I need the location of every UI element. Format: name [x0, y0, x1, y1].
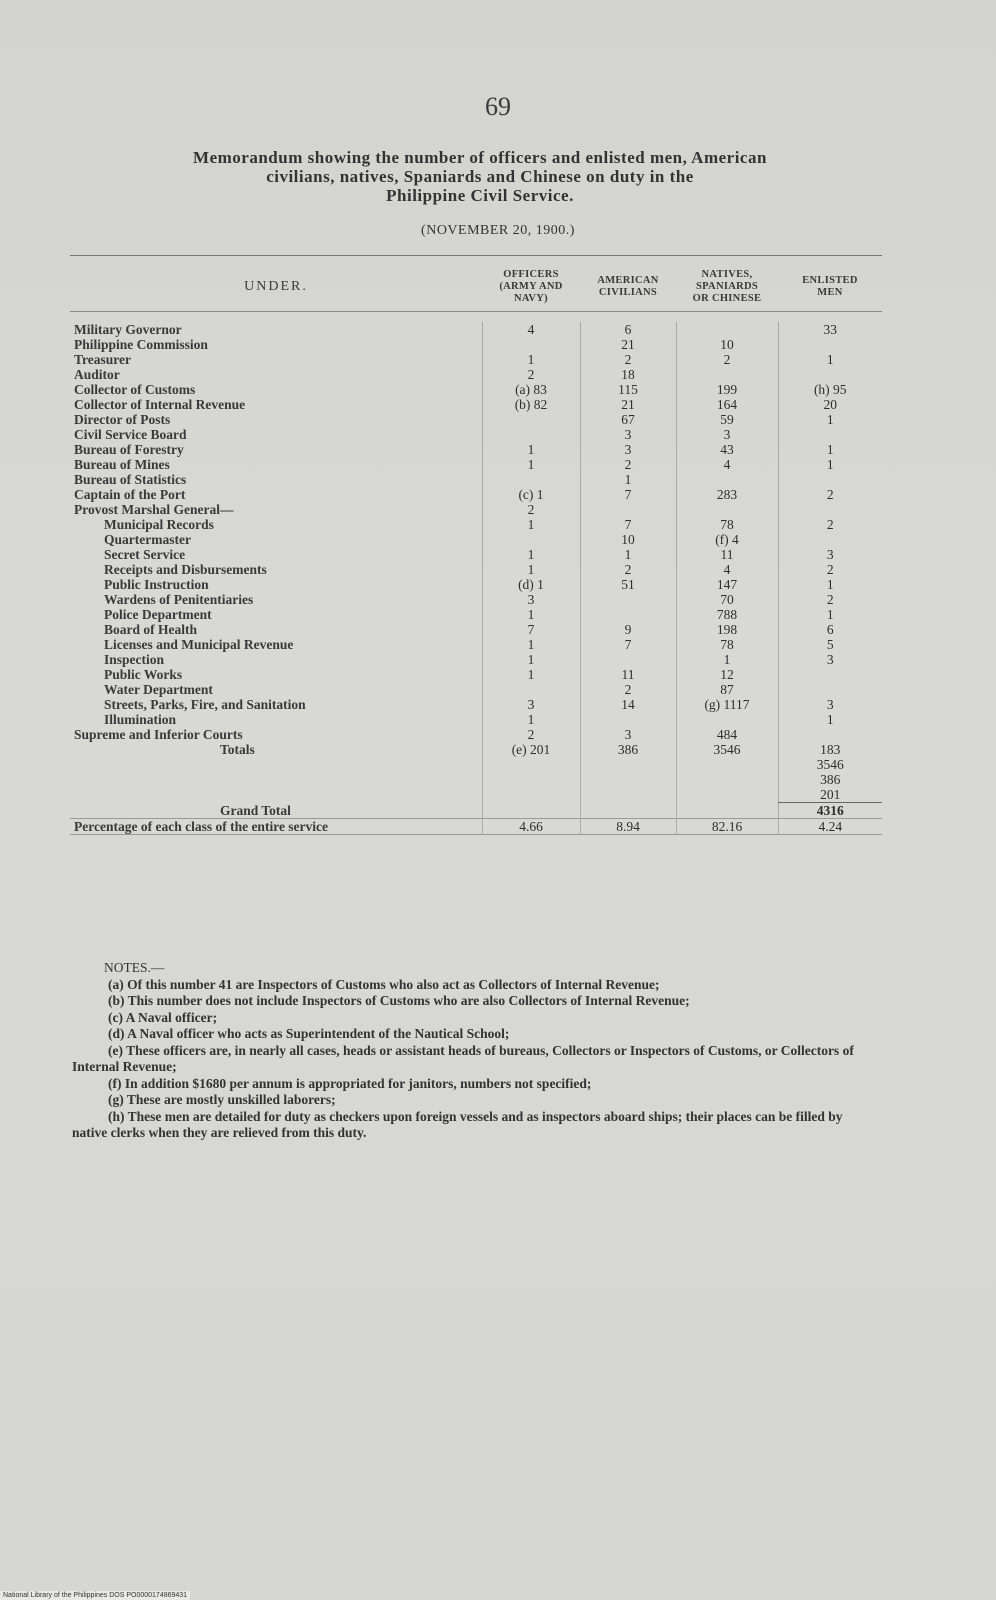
natives-cell: 1 — [676, 652, 778, 667]
officers-cell: (c) 1 — [482, 487, 580, 502]
table-row — [70, 622, 882, 637]
row-label: Auditor — [74, 367, 120, 382]
table-row — [70, 397, 882, 412]
table-row — [70, 532, 882, 547]
grand-total-label: Grand Total — [220, 802, 291, 818]
table-row — [70, 322, 882, 337]
natives-cell: 2 — [676, 352, 778, 367]
row-label: Collector of Internal Revenue — [74, 397, 246, 412]
officers-cell: 1 — [482, 547, 580, 562]
american-cell: 2 — [580, 682, 676, 697]
enlisted-cell: 1 — [778, 442, 882, 457]
officers-cell — [482, 682, 580, 697]
percentage-label: Percentage of each class of the entire service — [74, 819, 329, 834]
table-row — [70, 547, 882, 562]
american-cell: 18 — [580, 367, 676, 382]
row-label: Civil Service Board — [74, 427, 187, 442]
officers-cell: 2 — [482, 502, 580, 517]
grand-total-value: 4316 — [778, 803, 882, 819]
table-row — [70, 727, 882, 742]
note-item: (e) These officers are, in nearly all cases, heads or assistant heads of bureaus, Collectors or Inspectors of Customs, or Collectors of Internal Revenue; — [72, 1042, 854, 1074]
table-row — [70, 352, 882, 367]
row-label: Bureau of Mines — [74, 457, 170, 472]
row-label: Police Department — [104, 607, 212, 622]
officers-cell: 1 — [482, 667, 580, 682]
enlisted-cell: 20 — [778, 397, 882, 412]
table-row — [70, 577, 882, 592]
row-label: Secret Service — [104, 547, 186, 562]
table-row — [70, 652, 882, 667]
officers-cell: 2 — [482, 727, 580, 742]
row-label: Inspection — [104, 652, 165, 667]
table-row — [70, 517, 882, 532]
totals-stack-row — [70, 772, 882, 787]
enlisted-cell: 5 — [778, 637, 882, 652]
row-label: Bureau of Forestry — [74, 442, 184, 457]
row-label: Director of Posts — [74, 412, 171, 427]
header-enlisted — [778, 265, 882, 312]
percentage-enlisted: 4.24 — [778, 819, 882, 835]
officers-cell: 1 — [482, 637, 580, 652]
header-natives — [676, 265, 778, 312]
title-line: civilians, natives, Spaniards and Chinese on duty in the — [266, 167, 694, 186]
american-cell: 2 — [580, 457, 676, 472]
natives-cell: 70 — [676, 592, 778, 607]
american-cell: 115 — [580, 382, 676, 397]
american-cell: 11 — [580, 667, 676, 682]
officers-cell — [482, 412, 580, 427]
natives-cell: (g) 1117 — [676, 697, 778, 712]
enlisted-cell: 3 — [778, 697, 882, 712]
american-cell: 1 — [580, 547, 676, 562]
enlisted-cell: 1 — [778, 457, 882, 472]
row-label: Quartermaster — [104, 532, 191, 547]
officers-cell: 1 — [482, 607, 580, 622]
table-summary — [70, 742, 882, 835]
natives-cell: 10 — [676, 337, 778, 352]
notes-heading: NOTES.— — [104, 960, 165, 975]
note-item: (h) These men are detailed for duty as checkers upon foreign vessels and as inspectors aboard ships; their places can be filled by native clerks when they are relieved from this duty. — [72, 1108, 843, 1140]
row-label: Bureau of Statistics — [74, 472, 187, 487]
enlisted-cell — [778, 682, 882, 697]
header-text: NAVY) — [514, 293, 548, 304]
natives-cell: 484 — [676, 727, 778, 742]
american-cell: 67 — [580, 412, 676, 427]
enlisted-cell: 6 — [778, 622, 882, 637]
enlisted-cell: 2 — [778, 487, 882, 502]
table-row — [70, 487, 882, 502]
row-label: Collector of Customs — [74, 382, 196, 397]
notes-section — [72, 960, 862, 1142]
table-row — [70, 382, 882, 397]
natives-cell: 3 — [676, 427, 778, 442]
archive-footer: National Library of the Philippines DOS PO0000174869431 — [0, 1591, 190, 1600]
enlisted-cell: 3 — [778, 547, 882, 562]
page-number: 69 — [485, 92, 511, 121]
officers-cell: 4 — [482, 322, 580, 337]
totals-stack-row — [70, 757, 882, 772]
header-text: OFFICERS — [503, 269, 559, 280]
header-text: CIVILIANS — [598, 287, 658, 298]
personnel-table — [70, 265, 882, 835]
officers-cell: 3 — [482, 697, 580, 712]
enlisted-cell: 33 — [778, 322, 882, 337]
document-date: (NOVEMBER 20, 1900.) — [421, 223, 575, 238]
note-item: (b) This number does not include Inspectors of Customs who are also Collectors of Internal Revenue; — [108, 993, 690, 1008]
officers-cell: 1 — [482, 712, 580, 727]
header-text: AMERICAN — [597, 275, 659, 286]
american-cell: 3 — [580, 427, 676, 442]
american-cell: 3 — [580, 727, 676, 742]
natives-cell: 4 — [676, 562, 778, 577]
natives-cell: 147 — [676, 577, 778, 592]
grand-total-row — [70, 803, 882, 819]
row-label: Public Works — [104, 667, 183, 682]
enlisted-cell — [778, 502, 882, 517]
american-cell — [580, 652, 676, 667]
row-label: Illumination — [104, 712, 177, 727]
row-label: Provost Marshal General— — [74, 502, 234, 517]
natives-cell — [676, 712, 778, 727]
natives-cell: 198 — [676, 622, 778, 637]
natives-cell: 87 — [676, 682, 778, 697]
enlisted-cell — [778, 337, 882, 352]
enlisted-cell: 3 — [778, 652, 882, 667]
row-label: Philippine Commission — [74, 337, 208, 352]
note-item: (f) In addition $1680 per annum is appropriated for janitors, numbers not specified; — [108, 1075, 592, 1091]
enlisted-cell: 1 — [778, 712, 882, 727]
percentage-row — [70, 819, 882, 835]
row-label: Treasurer — [74, 352, 131, 367]
officers-cell: 1 — [482, 517, 580, 532]
header-text: MEN — [817, 287, 843, 298]
row-label: Wardens of Penitentiaries — [104, 592, 254, 607]
american-cell — [580, 712, 676, 727]
american-cell: 14 — [580, 697, 676, 712]
enlisted-cell: 1 — [778, 352, 882, 367]
header-text: NATIVES, — [701, 269, 753, 280]
american-cell: 3 — [580, 442, 676, 457]
natives-cell: 59 — [676, 412, 778, 427]
title-line: Philippine Civil Service. — [386, 186, 574, 205]
totals-officers: (e) 201 — [482, 742, 580, 757]
officers-cell — [482, 427, 580, 442]
officers-cell: 1 — [482, 352, 580, 367]
header-text: SPANIARDS — [695, 281, 758, 292]
table-row — [70, 427, 882, 442]
natives-cell — [676, 322, 778, 337]
officers-cell — [482, 532, 580, 547]
header-american — [580, 265, 676, 312]
table-row — [70, 472, 882, 487]
note-item: (g) These are mostly unskilled laborers; — [108, 1092, 336, 1107]
table-row — [70, 712, 882, 727]
officers-cell: 2 — [482, 367, 580, 382]
natives-cell: 788 — [676, 607, 778, 622]
header-text: (ARMY AND — [499, 281, 563, 292]
enlisted-cell — [778, 667, 882, 682]
american-cell: 51 — [580, 577, 676, 592]
percentage-american: 8.94 — [580, 819, 676, 835]
row-label: Municipal Records — [104, 517, 214, 532]
table-row — [70, 562, 882, 577]
note-item: (a) Of this number 41 are Inspectors of Customs who also act as Collectors of Internal Revenue; — [108, 976, 660, 992]
note-item: (d) A Naval officer who acts as Superintendent of the Nautical School; — [108, 1026, 510, 1041]
american-cell: 2 — [580, 562, 676, 577]
officers-cell: 3 — [482, 592, 580, 607]
table-row — [70, 442, 882, 457]
natives-cell: 11 — [676, 547, 778, 562]
american-cell: 7 — [580, 487, 676, 502]
natives-cell — [676, 367, 778, 382]
enlisted-cell: 1 — [778, 412, 882, 427]
totals-stack-value: 386 — [778, 772, 882, 787]
enlisted-cell — [778, 472, 882, 487]
totals-american: 386 — [580, 742, 676, 757]
officers-cell: (a) 83 — [482, 382, 580, 397]
row-label: Streets, Parks, Fire, and Sanitation — [104, 697, 306, 712]
percentage-natives: 82.16 — [676, 819, 778, 835]
table-row — [70, 697, 882, 712]
officers-cell: 1 — [482, 562, 580, 577]
enlisted-cell: (h) 95 — [778, 382, 882, 397]
natives-cell: 199 — [676, 382, 778, 397]
enlisted-cell — [778, 532, 882, 547]
header-text: ENLISTED — [802, 275, 858, 286]
enlisted-cell — [778, 727, 882, 742]
enlisted-cell — [778, 427, 882, 442]
natives-cell — [676, 472, 778, 487]
natives-cell — [676, 502, 778, 517]
enlisted-cell: 1 — [778, 607, 882, 622]
table-row — [70, 607, 882, 622]
table-header-row — [70, 265, 882, 312]
natives-cell: 78 — [676, 517, 778, 532]
officers-cell — [482, 337, 580, 352]
totals-natives: 3546 — [676, 742, 778, 757]
natives-cell: 164 — [676, 397, 778, 412]
american-cell — [580, 502, 676, 517]
american-cell: 6 — [580, 322, 676, 337]
row-label: Board of Health — [104, 622, 197, 637]
table-row — [70, 502, 882, 517]
officers-cell: (b) 82 — [482, 397, 580, 412]
natives-cell: 78 — [676, 637, 778, 652]
totals-enlisted: 183 — [778, 742, 882, 757]
note-item: (c) A Naval officer; — [108, 1009, 218, 1025]
american-cell: 10 — [580, 532, 676, 547]
totals-stack-value: 3546 — [778, 757, 882, 772]
american-cell: 1 — [580, 472, 676, 487]
natives-cell: 43 — [676, 442, 778, 457]
title-line: Memorandum showing the number of officers and enlisted men, American — [193, 148, 767, 167]
natives-cell: 283 — [676, 487, 778, 502]
header-text: OR CHINESE — [692, 293, 762, 304]
enlisted-cell: 1 — [778, 577, 882, 592]
american-cell: 7 — [580, 517, 676, 532]
header-under: UNDER. — [70, 265, 482, 312]
officers-cell: 1 — [482, 457, 580, 472]
american-cell: 21 — [580, 337, 676, 352]
totals-label: Totals — [220, 742, 255, 757]
natives-cell: (f) 4 — [676, 532, 778, 547]
totals-stack-row — [70, 787, 882, 803]
header-officers — [482, 265, 580, 312]
table-row — [70, 592, 882, 607]
officers-cell: 1 — [482, 652, 580, 667]
american-cell: 9 — [580, 622, 676, 637]
table-body — [70, 322, 882, 742]
totals-stack-value: 201 — [778, 787, 882, 803]
natives-cell: 4 — [676, 457, 778, 472]
row-label: Public Instruction — [104, 577, 209, 592]
row-label: Captain of the Port — [74, 487, 186, 502]
table-row — [70, 667, 882, 682]
enlisted-cell — [778, 367, 882, 382]
american-cell: 2 — [580, 352, 676, 367]
american-cell: 7 — [580, 637, 676, 652]
officers-cell: (d) 1 — [482, 577, 580, 592]
percentage-officers: 4.66 — [482, 819, 580, 835]
table-row — [70, 682, 882, 697]
enlisted-cell: 2 — [778, 592, 882, 607]
row-label: Supreme and Inferior Courts — [74, 727, 243, 742]
enlisted-cell: 2 — [778, 517, 882, 532]
row-label: Licenses and Municipal Revenue — [104, 637, 294, 652]
american-cell: 21 — [580, 397, 676, 412]
document-title — [70, 148, 890, 205]
table-row — [70, 412, 882, 427]
officers-cell: 1 — [482, 442, 580, 457]
table-row — [70, 337, 882, 352]
american-cell — [580, 592, 676, 607]
table-row — [70, 367, 882, 382]
row-label: Receipts and Disbursements — [104, 562, 267, 577]
totals-row — [70, 742, 882, 757]
table-row — [70, 637, 882, 652]
american-cell — [580, 607, 676, 622]
row-label: Military Governor — [74, 322, 182, 337]
natives-cell: 12 — [676, 667, 778, 682]
row-label: Water Department — [104, 682, 213, 697]
table-row — [70, 457, 882, 472]
top-rule — [70, 255, 882, 256]
officers-cell — [482, 472, 580, 487]
officers-cell: 7 — [482, 622, 580, 637]
enlisted-cell: 2 — [778, 562, 882, 577]
